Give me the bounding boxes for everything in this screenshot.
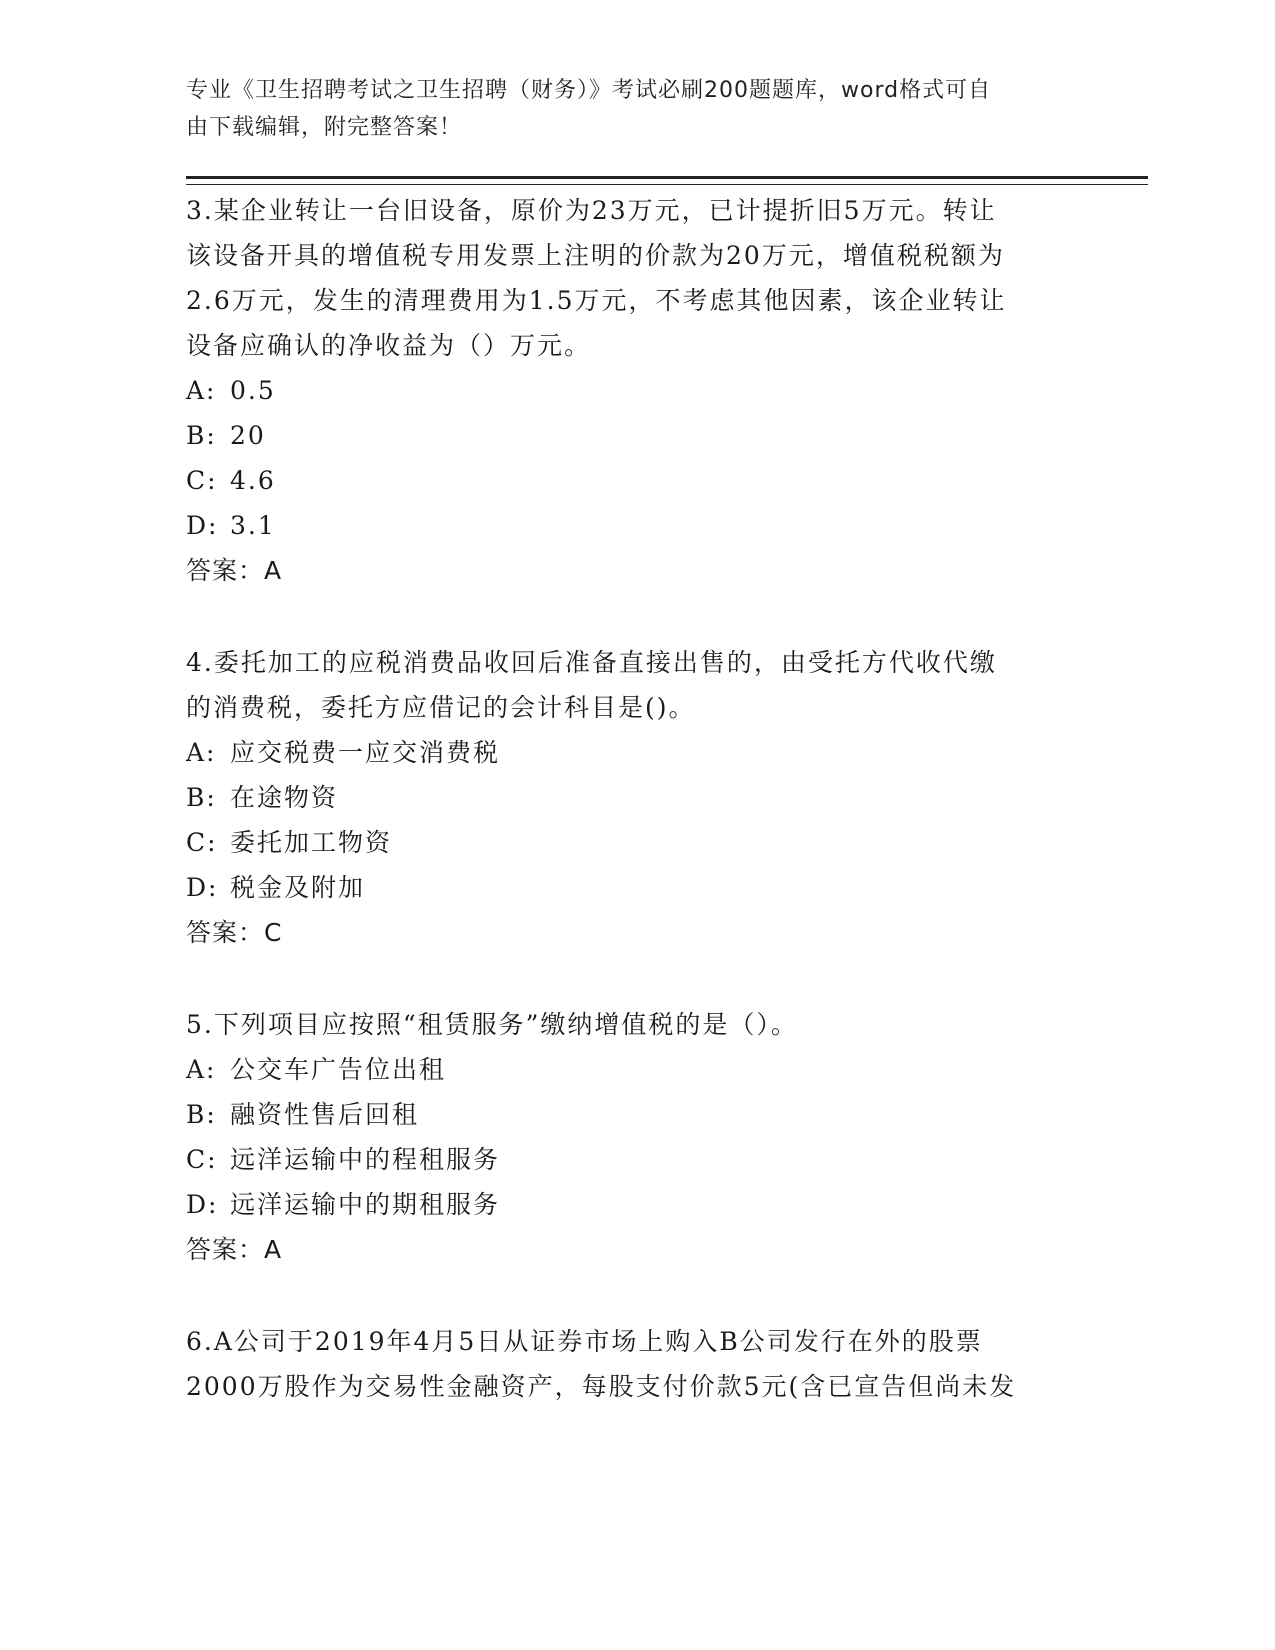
question-stem-line: 3.某企业转让一台旧设备，原价为23万元，已计提折旧5万元。转让	[186, 196, 997, 225]
option-text: 20	[230, 421, 266, 450]
option-letter: C:	[186, 828, 218, 857]
document-header	[186, 72, 1066, 146]
header-divider-thick	[186, 176, 1148, 179]
option-letter: A:	[186, 376, 217, 405]
option-a	[186, 1047, 1086, 1092]
question-stem-line: 4.委托加工的应税消费品收回后准备直接出售的，由受托方代收代缴	[186, 648, 997, 677]
option-text: 在途物资	[230, 783, 339, 812]
option-text: 委托加工物资	[230, 828, 393, 857]
option-b	[186, 413, 1086, 458]
option-c	[186, 1137, 1086, 1182]
option-text: 4.6	[230, 466, 276, 495]
answer-line: 答案：A	[186, 556, 283, 585]
option-a	[186, 730, 1086, 775]
question-4	[186, 640, 1086, 955]
option-text: 融资性售后回租	[230, 1100, 420, 1129]
answer-line: 答案：A	[186, 1235, 283, 1264]
option-c	[186, 820, 1086, 865]
question-6	[186, 1319, 1086, 1409]
answer-line: 答案：C	[186, 918, 283, 947]
header-line-1: 专业《卫生招聘考试之卫生招聘（财务）》考试必刷200题题库，word格式可自	[186, 78, 992, 103]
question-stem-line: 6.A公司于2019年4月5日从证券市场上购入B公司发行在外的股票	[186, 1327, 983, 1356]
option-d	[186, 865, 1086, 910]
option-letter: B:	[186, 421, 217, 450]
option-letter: D:	[186, 511, 219, 540]
option-d	[186, 503, 1086, 548]
option-letter: D:	[186, 1190, 219, 1219]
question-5	[186, 1002, 1086, 1272]
question-stem-line: 该设备开具的增值税专用发票上注明的价款为20万元，增值税税额为	[186, 241, 1005, 270]
option-text: 应交税费一应交消费税	[230, 738, 501, 767]
option-b	[186, 775, 1086, 820]
option-letter: D:	[186, 873, 219, 902]
question-stem-line: 2.6万元，发生的清理费用为1.5万元，不考虑其他因素，该企业转让	[186, 286, 1007, 315]
option-text: 远洋运输中的程租服务	[230, 1145, 501, 1174]
option-text: 远洋运输中的期租服务	[230, 1190, 501, 1219]
option-letter: B:	[186, 783, 217, 812]
option-text: 0.5	[230, 376, 276, 405]
option-d	[186, 1182, 1086, 1227]
option-c	[186, 458, 1086, 503]
question-stem-line: 的消费税，委托方应借记的会计科目是()。	[186, 693, 696, 722]
option-letter: A:	[186, 738, 217, 767]
question-3	[186, 188, 1086, 593]
option-text: 税金及附加	[230, 873, 366, 902]
option-letter: B:	[186, 1100, 217, 1129]
question-stem-line: 2000万股作为交易性金融资产，每股支付价款5元(含已宣告但尚未发	[186, 1372, 1017, 1401]
question-stem-line: 5.下列项目应按照“租赁服务”缴纳增值税的是（）。	[186, 1010, 798, 1039]
option-b	[186, 1092, 1086, 1137]
option-letter: C:	[186, 466, 218, 495]
option-a	[186, 368, 1086, 413]
question-list	[186, 188, 1086, 1456]
option-letter: C:	[186, 1145, 218, 1174]
question-stem-line: 设备应确认的净收益为（）万元。	[186, 331, 592, 360]
header-divider-thin	[186, 184, 1148, 185]
option-text: 3.1	[230, 511, 276, 540]
option-text: 公交车广告位出租	[230, 1055, 447, 1084]
option-letter: A:	[186, 1055, 217, 1084]
header-line-2: 由下载编辑，附完整答案！	[186, 115, 463, 140]
